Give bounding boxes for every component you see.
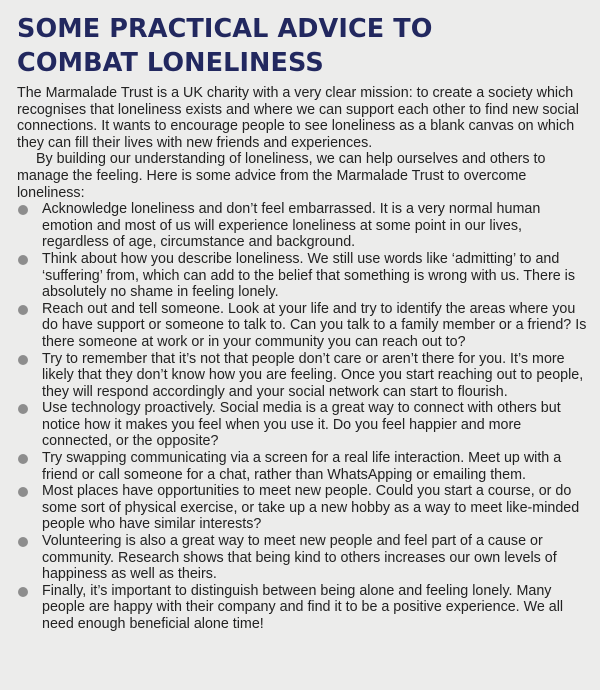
- advice-text: Use technology proactively. Social media is a great way to connect with others but notice how it makes you feel when you use it. Do you feel happier and more connected, or the opposite?: [42, 400, 561, 450]
- bullet-icon: [18, 454, 28, 464]
- advice-text: Reach out and tell someone. Look at your life and try to identify the areas where you do have support or someone to talk to. Can you talk to a family member or a friend? Is there someone at work or in your community you can reach out to?: [42, 300, 587, 350]
- bullet-icon: [18, 305, 28, 315]
- article-title: SOME PRACTICAL ADVICE TO COMBAT LONELINESS: [17, 14, 433, 78]
- advice-text: Try swapping communicating via a screen for a real life interaction. Meet up with a friend or call someone for a chat, rather than WhatsApping or emailing them.: [42, 450, 562, 483]
- bullet-icon: [18, 537, 28, 547]
- bullet-icon: [18, 404, 28, 414]
- advice-item: [17, 450, 588, 483]
- advice-item: [17, 351, 588, 401]
- bullet-icon: [18, 255, 28, 265]
- advice-item: [17, 533, 588, 583]
- bullet-icon: [18, 355, 28, 365]
- bullet-icon: [18, 205, 28, 215]
- advice-item: [17, 400, 588, 450]
- advice-list: [17, 201, 588, 632]
- advice-text: Finally, it’s important to distinguish between being alone and feeling lonely. Many people are happy with their company and find it to be a positive experience. We all need enough beneficial alone time!: [42, 582, 564, 632]
- advice-item: [17, 301, 588, 351]
- advice-text: Think about how you describe loneliness. We still use words like ‘admitting’ to and ‘suffering’ from, which can add to the belief that something is wrong with us. There is absolutely no shame in feeling lonely.: [42, 250, 575, 301]
- advice-item: [17, 201, 588, 251]
- intro-paragraph: The Marmalade Trust is a UK charity with a very clear mission: to create a society which recognises that loneliness exists and where we can support each other to find new social connections. It wants to encourage people to see loneliness as a blank canvas on which they can fill their lives with new friends and experiences.: [17, 85, 579, 151]
- bullet-icon: [18, 487, 28, 497]
- advice-text: Volunteering is also a great way to meet new people and feel part of a cause or community. Research shows that being kind to others increases our own levels of happiness as well as theirs.: [42, 533, 557, 583]
- advice-item: [17, 483, 588, 533]
- advice-text: Try to remember that it’s not that people don’t care or aren’t there for you. It’s more likely that they don’t know how you are feeling. Once you start reaching out to people, they will respond accordingly and your social network can start to flourish.: [42, 350, 584, 400]
- advice-item: [17, 251, 588, 301]
- advice-text: Acknowledge loneliness and don’t feel embarrassed. It is a very normal human emotion and most of us will experience loneliness at some point in our lives, regardless of age, circumstance and background.: [42, 201, 541, 251]
- bullet-icon: [18, 587, 28, 597]
- advice-text: Most places have opportunities to meet new people. Could you start a course, or do some sort of physical exercise, or take up a new hobby as a way to meet like-minded people who have similar interests?: [42, 483, 580, 533]
- advice-item: [17, 583, 588, 633]
- lead-paragraph: By building our understanding of loneliness, we can help ourselves and others to manage the feeling. Here is some advice from the Marmalade Trust to overcome loneliness:: [17, 151, 546, 201]
